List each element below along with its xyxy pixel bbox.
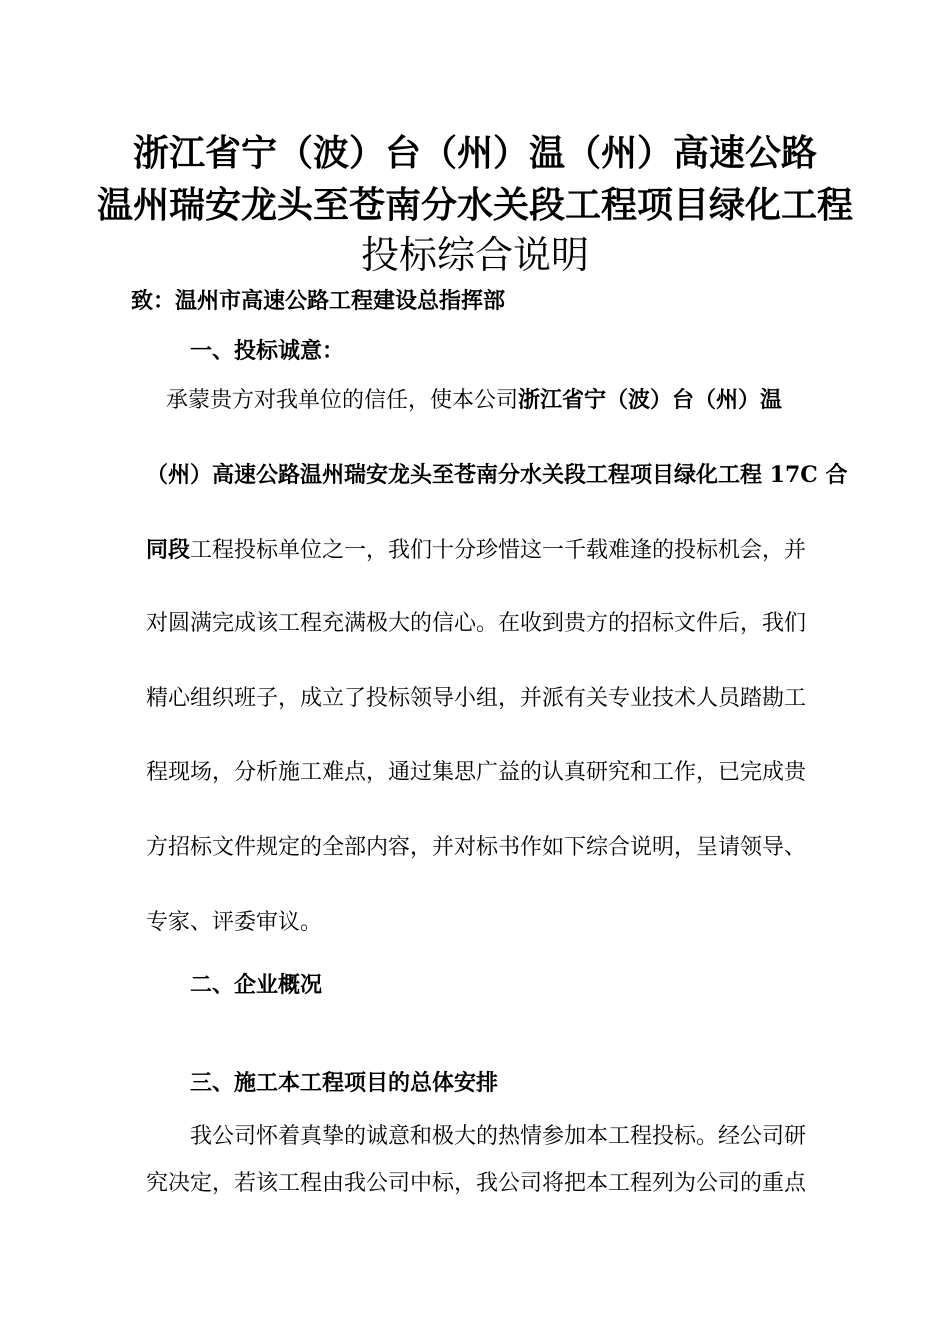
para3-line-2: 究决定，若该工程由我公司中标，我公司将把本工程列为公司的重点 (146, 1171, 807, 1196)
para1-line-3-bold: 同段 (146, 537, 191, 563)
title-line-2: 温州瑞安龙头至苍南分水关段工程项目绿化工程 (96, 184, 853, 226)
para1-line-7: 方招标文件规定的全部内容，并对标书作如下综合说明，呈请领导、 (146, 835, 807, 860)
section-heading-3: 三、施工本工程项目的总体安排 (190, 1070, 499, 1096)
para1-line-3-normal: 工程投标单位之一，我们十分珍惜这一千载难逢的投标机会，并 (190, 538, 807, 563)
addressee: 致：温州市高速公路工程建设总指挥部 (131, 288, 506, 314)
title-line-3: 投标综合说明 (360, 233, 589, 277)
para1-line-2: （州）高速公路温州瑞安龙头至苍南分水关段工程项目绿化工程 17C 合 (146, 462, 848, 488)
title-line-1: 浙江省宁（波）台（州）温（州）高速公路 (132, 132, 817, 174)
para1-line-1 (166, 384, 782, 417)
para1-line-5: 精心组织班子，成立了投标领导小组，并派有关专业技术人员踏勘工 (146, 686, 807, 711)
para1-line-1-normal: 承蒙贵方对我单位的信任，使本公司 (166, 388, 519, 413)
para1-line-3 (146, 534, 806, 567)
para1-line-1-bold: 浙江省宁（波）台（州）温 (518, 387, 783, 413)
section-heading-2: 二、企业概况 (190, 972, 323, 998)
section-heading-1: 一、投标诚意： (190, 338, 345, 364)
para1-line-4: 对圆满完成该工程充满极大的信心。在收到贵方的招标文件后，我们 (146, 611, 807, 636)
para1-line-6: 程现场，分析施工难点，通过集思广益的认真研究和工作，已完成贵 (146, 760, 807, 785)
para1-line-8: 专家、评委审议。 (146, 910, 323, 935)
para3-line-1: 我公司怀着真挚的诚意和极大的热情参加本工程投标。经公司研 (190, 1124, 807, 1149)
